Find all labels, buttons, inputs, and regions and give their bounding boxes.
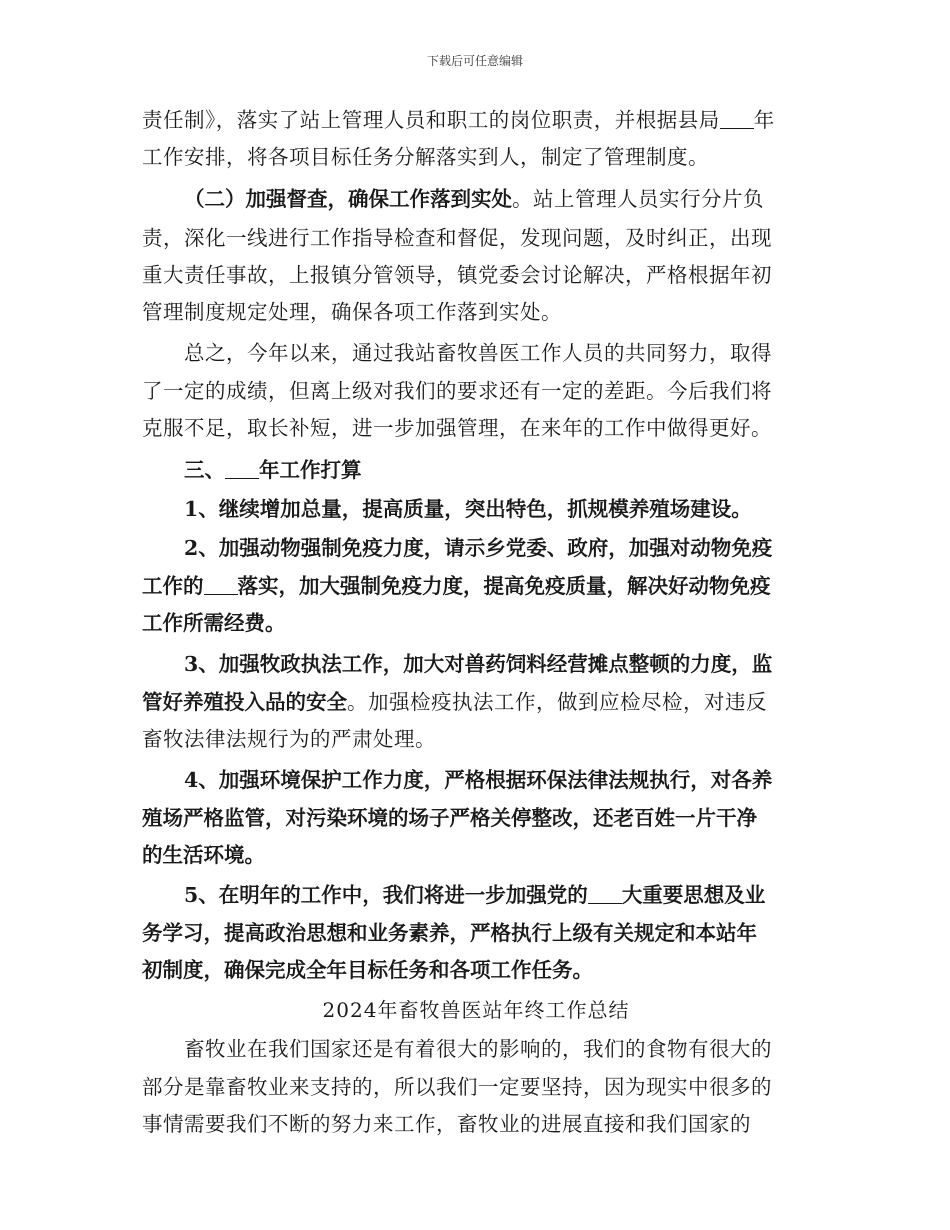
plan-item-line: 2、加强动物强制免疫力度，请示乡党委、政府，加强对动物免疫 — [184, 536, 773, 560]
plan-item-line: 3、加强牧政执法工作，加大对兽药饲料经营摊点整顿的力度，监 — [184, 652, 773, 676]
plan-item-line: 初制度，确保完成全年目标任务和各项工作任务。 — [142, 958, 593, 982]
plan-item-line: 工作的 落实，加大强制免疫力度，提高免疫质量，解决好动物免疫 — [142, 574, 771, 598]
paragraph-line: 工作安排，将各项目标任务分解落实到人，制定了管理制度。 — [142, 145, 709, 169]
paragraph-line: 责，深化一线进行工作指导检查和督促，发现问题，及时纠正，出现 — [142, 226, 772, 250]
plan-item-line: 殖场严格监管，对污染环境的场子严格关停整改，还老百姓一片干净 — [142, 806, 757, 830]
paragraph-line: 重大责任事故，上报镇分管领导，镇党委会讨论解决，严格根据年初 — [142, 263, 772, 287]
blank-underline — [588, 885, 622, 904]
plan-item-line: 4、加强环境保护工作力度，严格根据环保法律法规执行，对各养 — [184, 768, 773, 792]
plan-item-line: 的生活环境。 — [142, 843, 265, 867]
paragraph-line: 事情需要我们不断的努力来工作，畜牧业的进展直接和我们国家的 — [142, 1112, 751, 1136]
section-heading-line: 三、 年工作打算 — [184, 458, 362, 482]
plan-item-line: 务学习，提高政治思想和业务素养，严格执行上级有关规定和本站年 — [142, 921, 757, 945]
paragraph-line: 总之，今年以来，通过我站畜牧兽医工作人员的共同努力，取得 — [184, 341, 772, 365]
paragraph-line: 部分是靠畜牧业来支持的，所以我们一定要坚持，因为现实中很多的 — [142, 1075, 772, 1099]
paragraph-line: 克服不足，取长补短，进一步加强管理，在来年的工作中做得更好。 — [142, 416, 772, 440]
blank-underline — [204, 576, 238, 595]
plan-item-line: 管好养殖投入品的安全。加强检疫执法工作，做到应检尽检，对违反 — [142, 690, 767, 714]
plan-item-line: 工作所需经费。 — [142, 611, 286, 635]
document-title: 2024年畜牧兽医站年终工作总结 — [322, 998, 630, 1022]
paragraph-line: 管理制度规定处理，确保各项工作落到实处。 — [142, 300, 562, 324]
blank-underline — [225, 460, 259, 479]
plan-item-line: 畜牧法律法规行为的严肃处理。 — [142, 727, 436, 751]
section-heading-line: （二）加强督查，确保工作落到实处。站上管理人员实行分片负 — [184, 187, 764, 211]
paragraph-line: 了一定的成绩，但离上级对我们的要求还有一定的差距。今后我们将 — [142, 379, 772, 403]
blank-underline — [720, 110, 754, 129]
plan-item-line: 5、在明年的工作中，我们将进一步加强党的 大重要思想及业 — [184, 883, 766, 907]
page-header: 下载后可任意编辑 — [426, 54, 523, 68]
plan-item-line: 1、继续增加总量，提高质量，突出特色，抓规模养殖场建设。 — [184, 497, 752, 521]
paragraph-line: 责任制》，落实了站上管理人员和职工的岗位职责，并根据县局 年 — [142, 108, 775, 132]
paragraph-line: 畜牧业在我们国家还是有着很大的影响的，我们的食物有很大的 — [184, 1037, 772, 1061]
